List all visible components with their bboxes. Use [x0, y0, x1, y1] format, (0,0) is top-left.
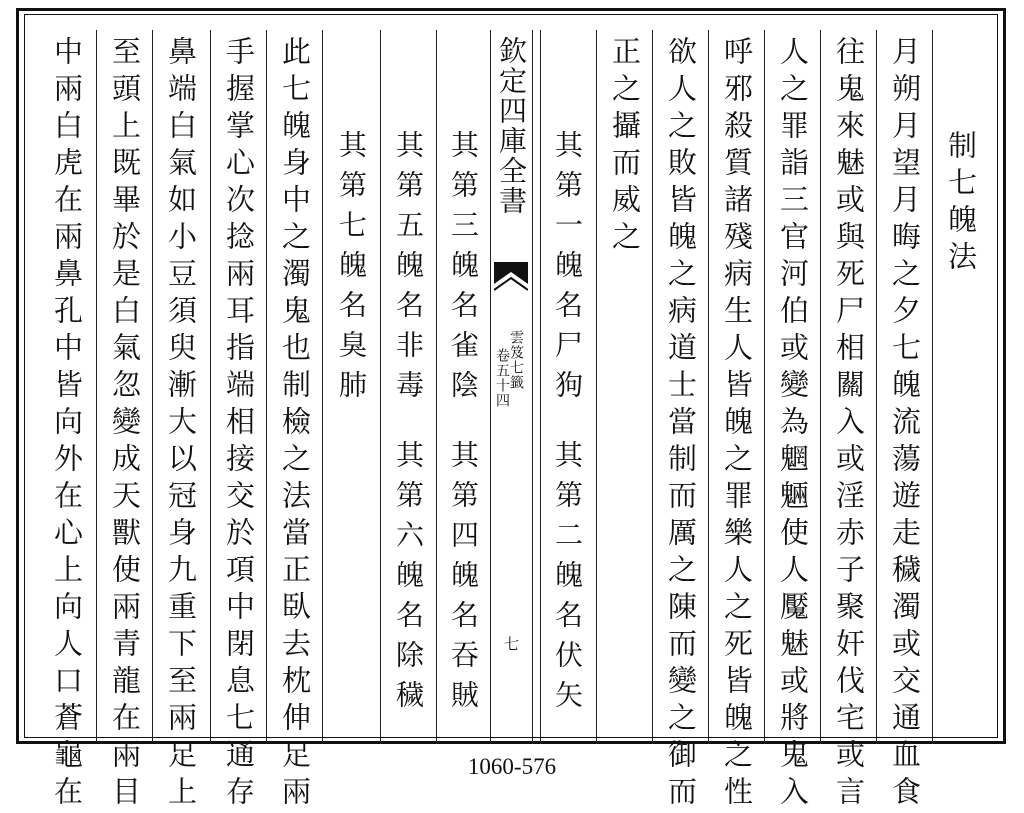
soul-name-entry: 其第一魄名尸狗: [551, 130, 584, 410]
column-rule: [96, 30, 97, 742]
column-rule: [876, 30, 877, 742]
text-column: 鼻端白氣如小豆須臾漸大以冠身九重下至兩足上: [164, 36, 198, 813]
soul-name-entry: 其第五魄名非毒: [392, 130, 425, 410]
volume-title: 雲笈七籤: [508, 330, 524, 390]
column-rule: [322, 30, 323, 742]
column-rule: [820, 30, 821, 742]
book-title: 欽定四庫全書: [495, 36, 528, 216]
folio-number: 七: [502, 636, 520, 651]
soul-name-entry: 其第二魄名伏矢: [551, 440, 584, 720]
column-rule: [708, 30, 709, 742]
column-rule: [764, 30, 765, 742]
text-column: 往鬼來魅或與死尸相關入或淫赤子聚奸伐宅或言: [832, 36, 866, 813]
soul-name-entry: 其第六魄名除穢: [392, 440, 425, 720]
column-rule: [532, 30, 533, 742]
catalog-number: 1060-576: [467, 754, 557, 779]
column-rule: [652, 30, 653, 742]
column-rule: [152, 30, 153, 742]
text-column: 呼邪殺質諸殘病生人皆魄之罪樂人之死皆魄之性: [720, 36, 754, 813]
text-column: 此七魄身中之濁鬼也制檢之法當正臥去枕伸足兩: [278, 36, 312, 813]
text-column: 欲人之敗皆魄之病道士當制而厲之陳而變之御而: [664, 36, 698, 813]
section-heading: 制七魄法: [944, 130, 978, 278]
column-rule: [266, 30, 267, 742]
fishtail-mark-icon: [494, 262, 528, 292]
text-column: 正之攝而威之: [608, 36, 642, 258]
text-column: 至頭上既畢於是白氣忽變成天獸使兩青龍在兩目: [108, 36, 142, 813]
text-column: 手握掌心次捻兩耳指端相接交於項中閉息七通存: [222, 36, 256, 813]
volume-number: 卷五十四: [494, 348, 510, 408]
column-rule: [596, 30, 597, 742]
column-rule: [210, 30, 211, 742]
soul-name-entry: 其第三魄名雀陰: [447, 130, 480, 410]
column-rule: [932, 30, 933, 742]
soul-name-entry: 其第四魄名吞賊: [447, 440, 480, 720]
center-band: [490, 30, 532, 742]
soul-name-entry: 其第七魄名臭肺: [335, 130, 368, 410]
text-column: 人之罪詣三官河伯或變為魍魎使人魘魅或將鬼入: [776, 36, 810, 813]
text-column: 月朔月望月晦之夕七魄流蕩遊走穢濁或交通血食: [888, 36, 922, 813]
text-column: 中兩白虎在兩鼻孔中皆向外在心上向人口蒼龜在: [50, 36, 84, 813]
